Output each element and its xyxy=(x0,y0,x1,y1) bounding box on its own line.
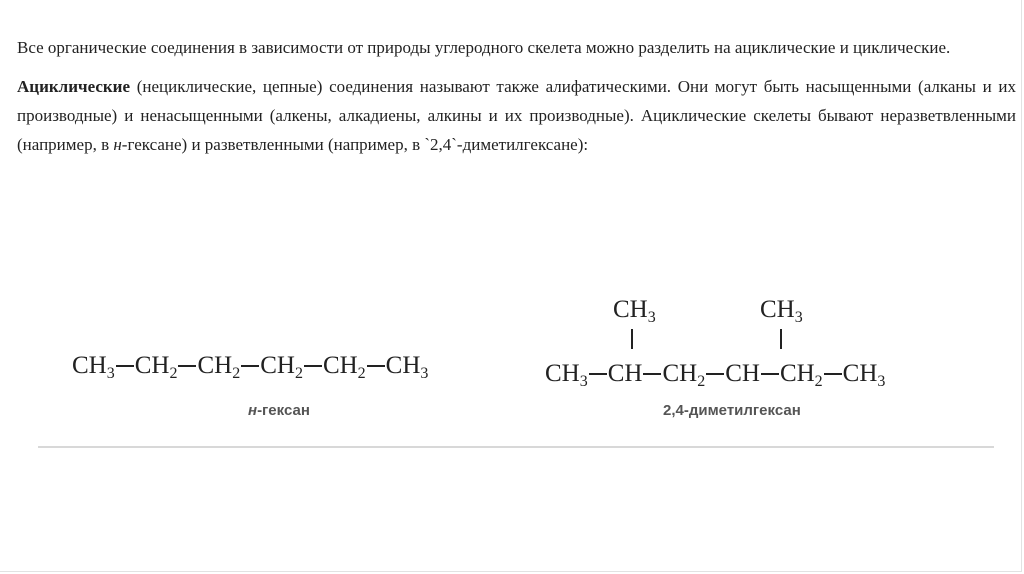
dmh-group-4: CH xyxy=(725,360,760,387)
hexane-group-1: $CH_3$ xyxy=(72,352,115,382)
acyclic-text-a: (нециклические, цепные) соединения называют также алифатическими. Они могут быть насыщенными (алканы и их производные) и ненасыщенными (алкены, алкадиены, алкины и их производные). Ациклические скелеты бывают неразветвленными (например, в xyxy=(17,77,1016,154)
bond xyxy=(824,373,842,375)
hexane-group-2: $CH_2$ xyxy=(134,352,178,382)
methyl-substituent-2: $CH_3$ xyxy=(760,296,803,326)
dmh-group-2: CH xyxy=(607,360,643,387)
vertical-bond-1 xyxy=(631,329,633,349)
bond xyxy=(178,365,196,367)
dmh-group-5: $CH_2$ xyxy=(779,360,823,390)
bond xyxy=(643,373,661,375)
dimethylhexane-caption: 2,4-диметилгексан xyxy=(663,402,801,419)
bond xyxy=(241,365,259,367)
hexane-formula xyxy=(72,352,428,380)
bond xyxy=(589,373,607,375)
hexane-group-3: $CH_2$ xyxy=(197,352,241,382)
dmh-group-6: $CH_3$ xyxy=(842,360,886,390)
bond xyxy=(706,373,724,375)
hexane-group-5: $CH_2$ xyxy=(322,352,366,382)
methyl-substituent-1: $CH_3$ xyxy=(613,296,656,326)
dmh-group-3: $CH_2$ xyxy=(662,360,706,390)
dimethylhexane-formula xyxy=(545,360,885,388)
hexane-group-4: $CH_2$ xyxy=(260,352,303,382)
acyclic-text-b: -гексане) и разветвленными (например, в `2,4`-диметилгексане): xyxy=(121,135,589,154)
acyclic-term: Ациклические xyxy=(17,77,131,96)
dmh-group-1: $CH_3$ xyxy=(545,360,588,390)
text-block xyxy=(17,33,1016,159)
bond xyxy=(761,373,779,375)
acyclic-paragraph xyxy=(17,72,1016,159)
italic-n: н xyxy=(113,135,122,154)
hexane-caption: н-гексан xyxy=(248,402,310,419)
intro-paragraph: Все органические соединения в зависимости от природы углеродного скелета можно разделить на ациклические и циклические. xyxy=(17,38,951,57)
bond xyxy=(304,365,322,367)
bond xyxy=(367,365,385,367)
hexane-group-6: $CH_3$ xyxy=(385,352,429,382)
divider-line xyxy=(38,446,994,448)
vertical-bond-2 xyxy=(780,329,782,349)
bond xyxy=(116,365,134,367)
